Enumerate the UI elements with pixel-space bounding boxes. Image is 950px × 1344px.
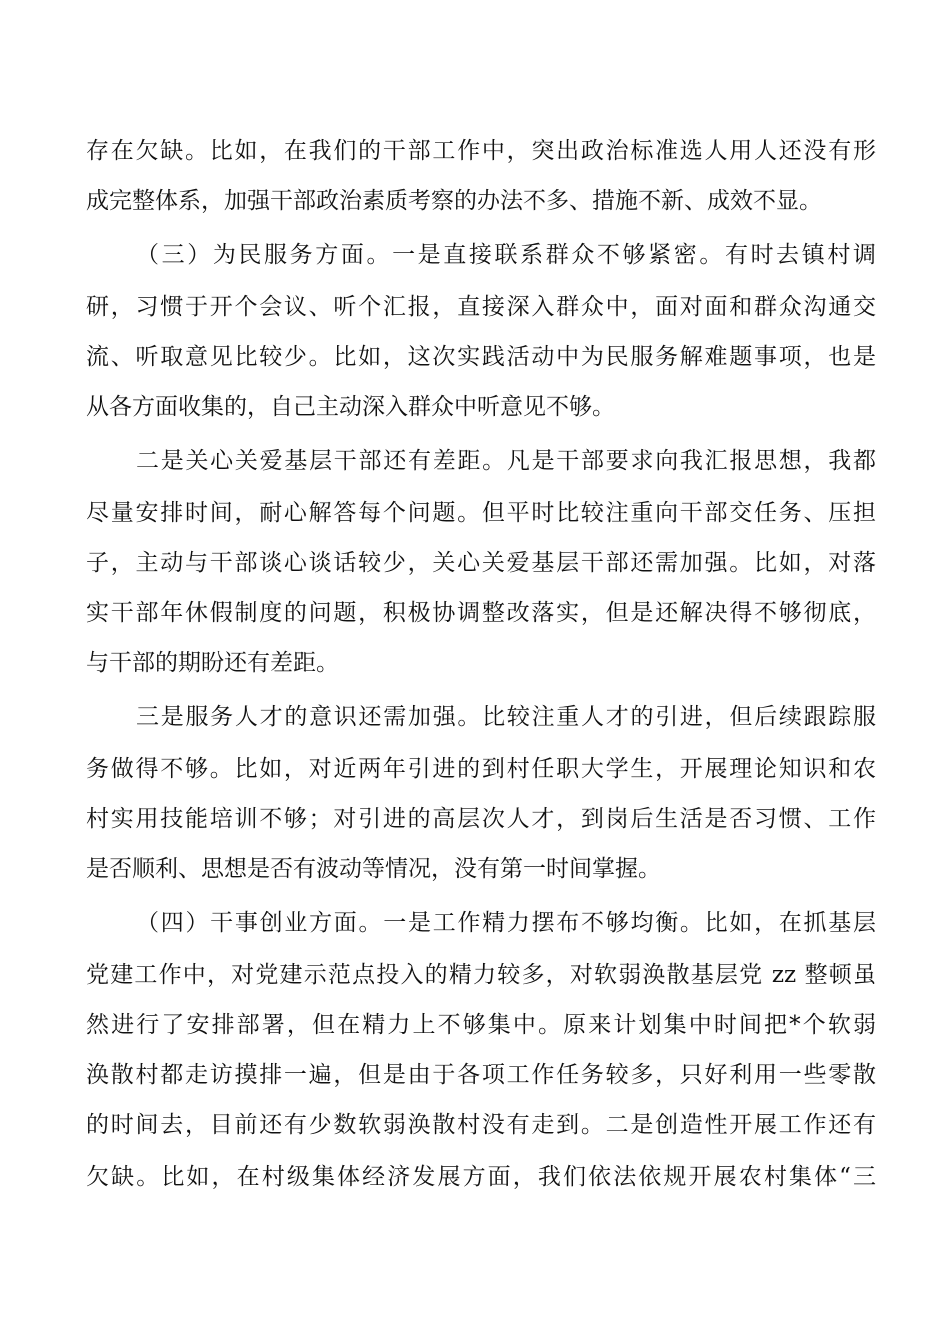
text-line: 实干部年休假制度的问题，积极协调整改落实，但是还解决得不够彻底， (86, 600, 876, 626)
text-line: 流、听取意见比较少。比如，这次实践活动中为民服务解难题事项，也是 (86, 344, 876, 370)
text-line: 从各方面收集的，自己主动深入群众中听意见不够。 (86, 394, 615, 420)
text-line: 然进行了安排部署，但在精力上不够集中。原来计划集中时间把*个软弱 (86, 1012, 876, 1038)
text-line: 二是关心关爱基层干部还有差距。凡是干部要求向我汇报思想，我都 (136, 448, 876, 474)
text-line: 欠缺。比如，在村级集体经济发展方面，我们依法依规开展农村集体“三 (86, 1164, 876, 1190)
text-line: （四）干事创业方面。一是工作精力摆布不够均衡。比如，在抓基层 (136, 910, 876, 936)
text-line: 三是服务人才的意识还需加强。比较注重人才的引进，但后续跟踪服 (136, 704, 876, 730)
text-line: 存在欠缺。比如，在我们的干部工作中，突出政治标准选人用人还没有形 (86, 138, 876, 164)
text-line: （三）为民服务方面。一是直接联系群众不够紧密。有时去镇村调 (136, 242, 876, 268)
text-line: 的时间去，目前还有少数软弱涣散村没有走到。二是创造性开展工作还有 (86, 1112, 876, 1138)
text-line: 是否顺利、思想是否有波动等情况，没有第一时间掌握。 (86, 856, 661, 882)
text-line: 涣散村都走访摸排一遍，但是由于各项工作任务较多，只好利用一些零散 (86, 1062, 876, 1088)
text-line: 与干部的期盼还有差距。 (86, 650, 339, 676)
text-line: 成完整体系，加强干部政治素质考察的办法不多、措施不新、成效不显。 (86, 188, 822, 214)
text-line: 子，主动与干部谈心谈话较少，关心关爱基层干部还需加强。比如，对落 (86, 550, 876, 576)
text-line: 尽量安排时间，耐心解答每个问题。但平时比较注重向干部交任务、压担 (86, 500, 876, 526)
text-line: 村实用技能培训不够；对引进的高层次人才，到岗后生活是否习惯、工作 (86, 806, 876, 832)
text-line: 党建工作中，对党建示范点投入的精力较多，对软弱涣散基层党 zz 整顿虽 (86, 962, 876, 988)
text-line: 务做得不够。比如，对近两年引进的到村任职大学生，开展理论知识和农 (86, 756, 876, 782)
text-line: 研，习惯于开个会议、听个汇报，直接深入群众中，面对面和群众沟通交 (86, 294, 876, 320)
